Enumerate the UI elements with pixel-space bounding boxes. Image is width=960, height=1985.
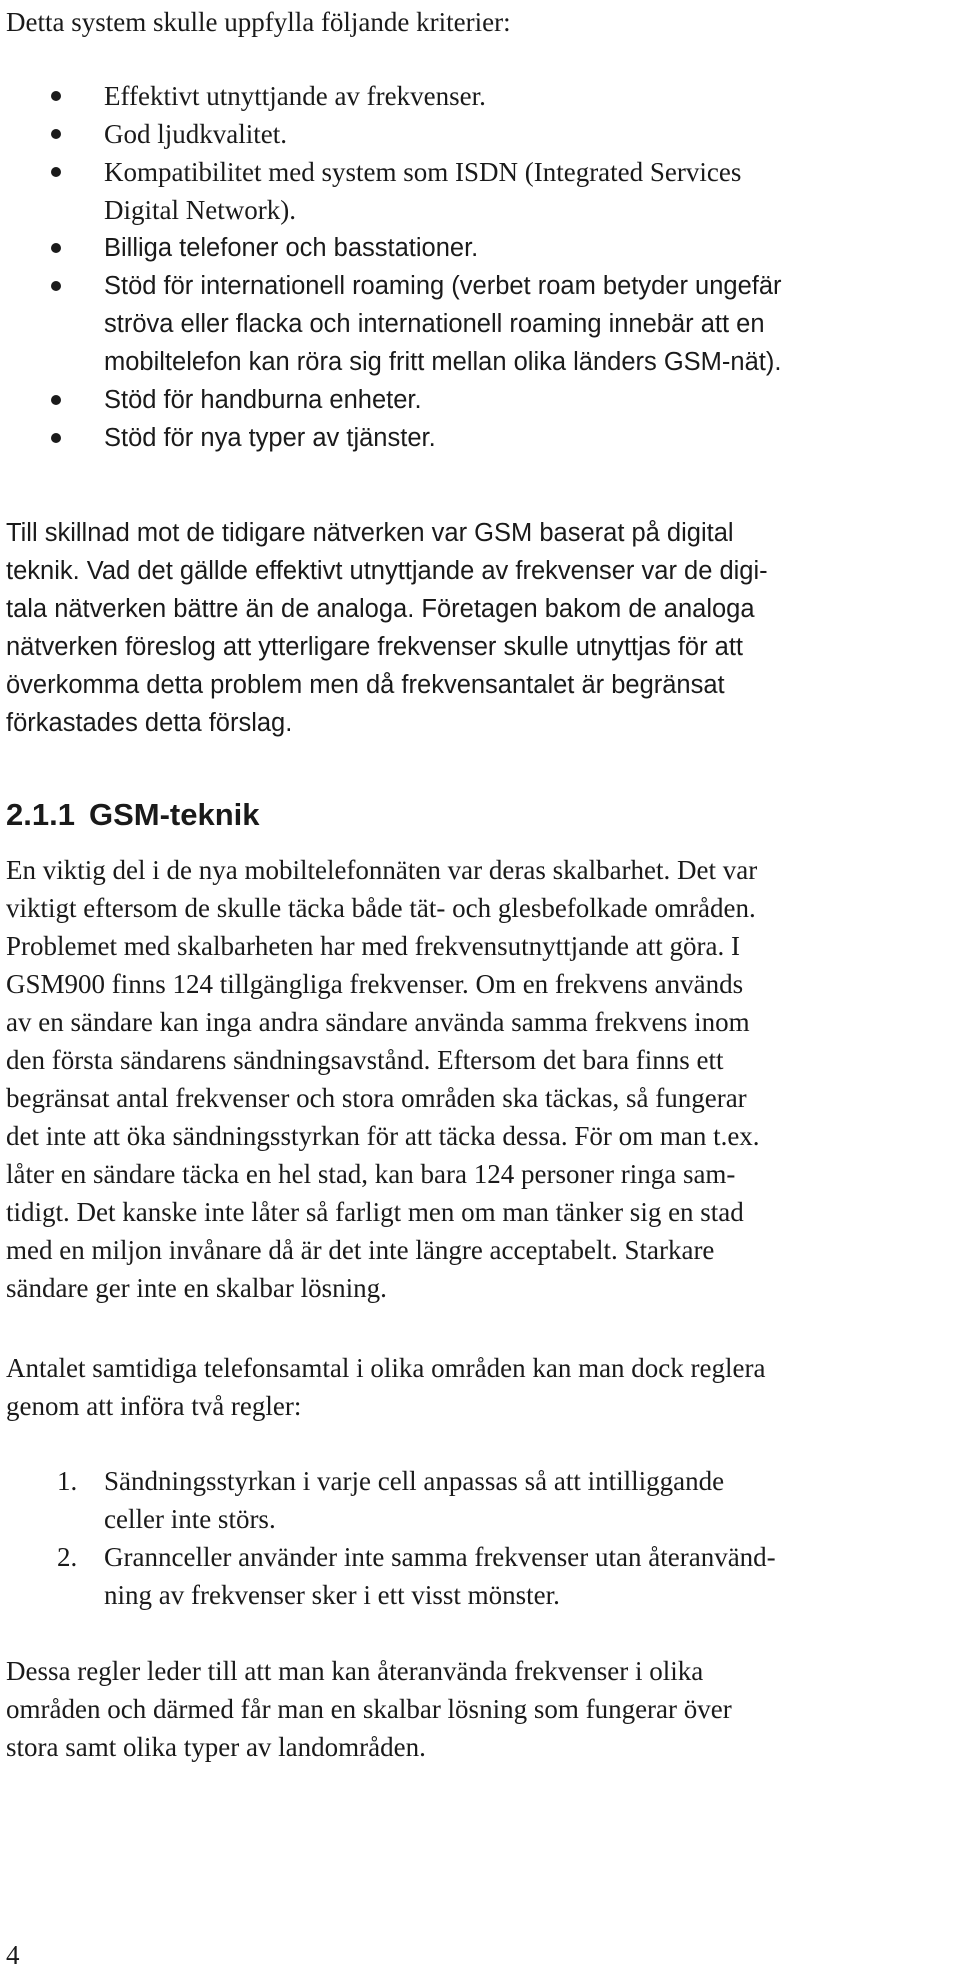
criteria-item-line: God ljudkvalitet. (104, 119, 287, 149)
criteria-item-line: Stöd för internationell roaming (verbet roam betyder ungefär (104, 272, 782, 300)
section-number: 2.1.1 (6, 797, 75, 832)
criteria-item-line: mobiltelefon kan röra sig fritt mellan olika länders GSM-nät). (104, 348, 782, 376)
criteria-item-line: Stöd för handburna enheter. (104, 386, 422, 414)
paragraph-line: förkastades detta förslag. (6, 709, 293, 737)
criteria-item (0, 267, 960, 381)
criteria-item-line: Effektivt utnyttjande av frekvenser. (104, 81, 486, 111)
criteria-item (0, 381, 960, 419)
rule-number: 2. (57, 1542, 78, 1572)
paragraph-conclusion (6, 1652, 732, 1766)
paragraph-line: stora samt olika typer av landområden. (6, 1732, 426, 1762)
intro-text: Detta system skulle uppfylla följande kriterier: (6, 7, 511, 37)
criteria-item-line: Stöd för nya typer av tjänster. (104, 424, 436, 452)
paragraph-line: med en miljon invånare då är det inte längre acceptabelt. Starkare (6, 1235, 715, 1265)
rules-list (0, 1462, 960, 1614)
bullet-icon (51, 167, 61, 177)
bullet-icon (51, 129, 61, 139)
paragraph-line: det inte att öka sändningsstyrkan för att täcka dessa. För om man t.ex. (6, 1121, 760, 1151)
paragraph-line: GSM900 finns 124 tillgängliga frekvenser. Om en frekvens används (6, 969, 744, 999)
paragraph-line: Till skillnad mot de tidigare nätverken var GSM baserat på digital (6, 519, 734, 547)
paragraph-line: genom att införa två regler: (6, 1391, 302, 1421)
paragraph-line: viktigt eftersom de skulle täcka både tät- och glesbefolkade områden. (6, 893, 756, 923)
section-title: GSM-teknik (88, 797, 260, 832)
paragraph-line: av en sändare kan inga andra sändare använda samma frekvens inom (6, 1007, 750, 1037)
page-number: 4 (6, 1940, 20, 1970)
paragraph-line: tidigt. Det kanske inte låter så farligt men om man tänker sig en stad (6, 1197, 744, 1227)
criteria-item (0, 115, 960, 153)
rule-line: Grannceller använder inte samma frekvenser utan återanvänd- (104, 1542, 776, 1572)
rule-number: 1. (57, 1466, 78, 1496)
criteria-item-line: Kompatibilitet med system som ISDN (Integrated Services (104, 157, 742, 187)
paragraph-scalability (6, 851, 760, 1307)
paragraph-line: Problemet med skalbarheten har med frekvensutnyttjande att göra. I (6, 931, 740, 961)
paragraph-rules-intro (6, 1349, 765, 1425)
criteria-item (0, 229, 960, 267)
paragraph-digital-technology (6, 514, 768, 742)
paragraph-line: En viktig del i de nya mobiltelefonnäten var deras skalbarhet. Det var (6, 855, 758, 885)
paragraph-line: låter en sändare täcka en hel stad, kan bara 124 personer ringa sam- (6, 1159, 736, 1189)
paragraph-line: nätverken föreslog att ytterligare frekvenser skulle utnyttjas för att (6, 633, 744, 661)
rule-item (0, 1538, 960, 1614)
rule-line: celler inte störs. (104, 1504, 276, 1534)
bullet-icon (51, 395, 61, 405)
criteria-item-line: ströva eller flacka och internationell roaming innebär att en (104, 310, 765, 338)
paragraph-line: begränsat antal frekvenser och stora områden ska täckas, så fungerar (6, 1083, 747, 1113)
criteria-item-line: Billiga telefoner och basstationer. (104, 234, 479, 262)
bullet-icon (51, 243, 61, 253)
paragraph-line: tala nätverken bättre än de analoga. Företagen bakom de analoga (6, 595, 755, 623)
bullet-icon (51, 281, 61, 291)
bullet-icon (51, 433, 61, 443)
paragraph-line: teknik. Vad det gällde effektivt utnyttjande av frekvenser var de digi- (6, 557, 768, 585)
paragraph-line: överkomma detta problem men då frekvensantalet är begränsat (6, 671, 725, 699)
paragraph-line: områden och därmed får man en skalbar lösning som fungerar över (6, 1694, 732, 1724)
rule-item (0, 1462, 960, 1538)
paragraph-line: Dessa regler leder till att man kan återanvända frekvenser i olika (6, 1656, 704, 1686)
criteria-item (0, 153, 960, 229)
criteria-list (0, 77, 960, 457)
criteria-item-line: Digital Network). (104, 195, 296, 225)
rule-line: Sändningsstyrkan i varje cell anpassas så att intilliggande (104, 1466, 725, 1496)
criteria-item (0, 77, 960, 115)
bullet-icon (51, 91, 61, 101)
rule-line: ning av frekvenser sker i ett visst mönster. (104, 1580, 560, 1610)
paragraph-line: Antalet samtidiga telefonsamtal i olika områden kan man dock reglera (6, 1353, 766, 1383)
paragraph-line: den första sändarens sändningsavstånd. Eftersom det bara finns ett (6, 1045, 724, 1075)
criteria-item (0, 419, 960, 457)
section-heading (6, 795, 259, 835)
paragraph-line: sändare ger inte en skalbar lösning. (6, 1273, 387, 1303)
